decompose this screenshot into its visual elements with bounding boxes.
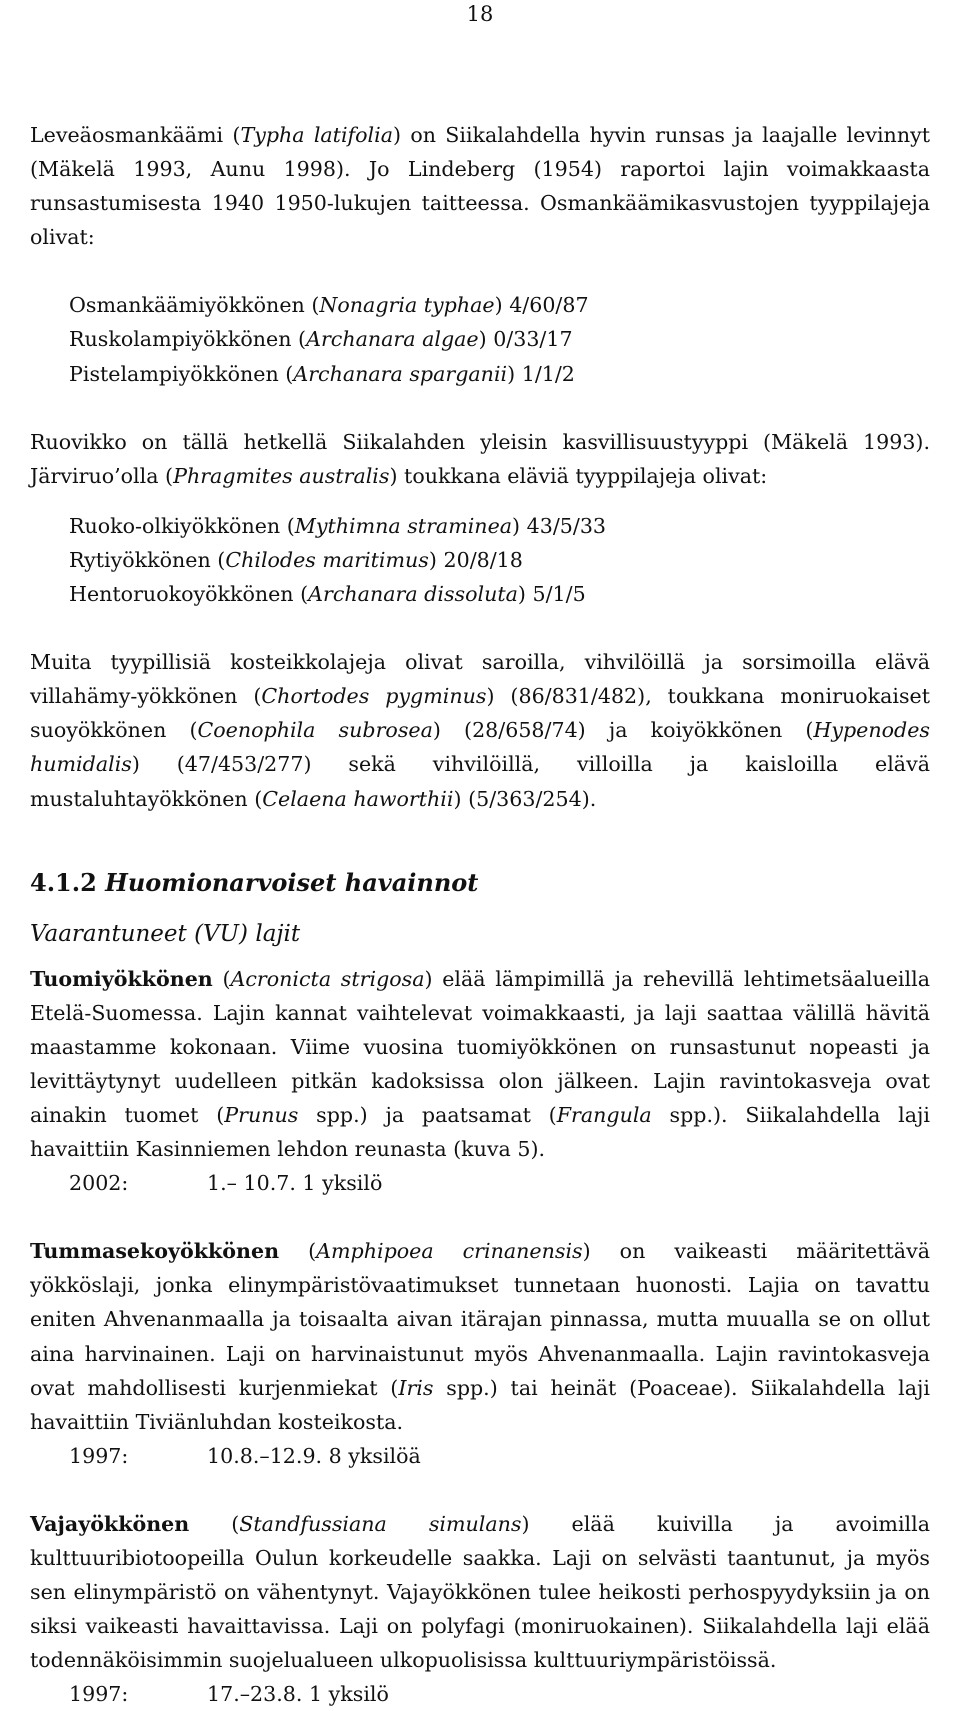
paragraph-text: Ruovikko on tällä hetkellä Siikalahden yleisin kasvillisuustyyppi (Mäkelä 1993). Järviruo’olla (: [30, 429, 930, 488]
species-counts: 1/1/2: [521, 361, 575, 386]
observation-detail: 17.–23.8. 1 yksilö: [207, 1682, 389, 1707]
paragraph-text: ) (28/658/74) ja koiyökkönen (: [432, 718, 814, 743]
species-name: Tummasekoyökkönen: [30, 1239, 280, 1264]
species-name: Vajayökkönen: [30, 1511, 190, 1536]
scientific-name: Chortodes pygminus: [261, 684, 487, 709]
species-paragraph: [30, 962, 930, 1167]
intro-paragraph: [30, 118, 930, 254]
scientific-name: Chilodes maritimus: [225, 547, 429, 572]
muita-paragraph: [30, 645, 930, 815]
observation-detail: 1.– 10.7. 1 yksilö: [207, 1171, 383, 1196]
page-content: [30, 118, 930, 1711]
spacer: [30, 391, 930, 425]
scientific-name: Archanara algae: [306, 327, 479, 352]
species-list-phragmites: [30, 509, 930, 611]
observation-year: 2002:: [69, 1171, 129, 1196]
subsection-heading: Vaarantuneet (VU) lajit: [30, 920, 301, 947]
scientific-name: Phragmites australis: [173, 463, 390, 488]
scientific-name: Prunus: [224, 1102, 299, 1127]
paragraph-text: ) elää lämpimillä ja rehevillä lehtimetsäalueilla Etelä-Suomessa. Lajin kannat vaihtelevat voimakkaasti, ja laji saattaa välillä hävitä maastamme kokonaan. Viime vuosina tuomiyökkönen on runsastunut nopeasti ja levittäytynyt uudelleen pitkän kadoksissa olon jälkeen. Lajin ravintokasveja ovat ainakin tuomet (: [30, 966, 930, 1127]
species-counts: 5/1/5: [532, 582, 586, 607]
scientific-name: Coenophila subrosea: [197, 718, 433, 743]
paragraph-text: spp.) tai heinät (Poaceae). Siikalahdella laji havaittiin Tiviänluhdan kosteikosta.: [30, 1375, 930, 1434]
species-counts: 43/5/33: [526, 513, 607, 538]
section-heading: [30, 866, 930, 910]
species-name: Rytiyökkönen: [69, 547, 211, 572]
paragraph-text: (: [189, 1511, 240, 1536]
page-number: 18: [466, 2, 494, 26]
paragraph-text: Muita tyypillisiä kosteikkolajeja olivat saroilla, vihvilöillä ja sorsimoilla elävä villahämy-yökkönen (: [30, 650, 930, 709]
paragraph-text: spp.). Siikalahdella laji havaittiin Kasinniemen lehdon reunasta (kuva 5).: [30, 1102, 930, 1162]
list-item: Ruskolampiyökkönen (Archanara algae) 0/33/17: [69, 327, 573, 352]
observation-detail: 10.8.–12.9. 8 yksilöä: [207, 1443, 421, 1468]
scientific-name: Amphipoea crinanensis: [316, 1239, 583, 1264]
observation-year: 1997:: [69, 1443, 129, 1468]
list-item: Ruoko-olkiyökkönen (Mythimna straminea) 43/5/33: [69, 513, 607, 538]
section-number: 4.1.2: [30, 867, 97, 897]
observation-record: [30, 1439, 930, 1473]
list-item: Pistelampiyökkönen (Archanara sparganii) 1/1/2: [69, 361, 575, 386]
scientific-name: Acronicta strigosa: [230, 966, 425, 991]
species-paragraph: [30, 1234, 930, 1439]
scientific-name: Standfussiana simulans: [239, 1511, 522, 1536]
paragraph-text: ) on vaikeasti määritettävä yökköslaji, jonka elinympäristövaatimukset tunnetaan huonosti. Lajia on tavattu eniten Ahvenanmaalla ja toisaalta aivan itärajan pinnassa, mutta muualla se on ollut aina harvinainen. Laji on harvinaistunut myös Ahvenanmaalla. Lajin ravintokasveja ovat mahdollisesti kurjenmiekat (: [30, 1239, 930, 1400]
paragraph-text: ) (5/363/254).: [453, 786, 597, 811]
scientific-name: Mythimna straminea: [294, 513, 513, 538]
spacer: [30, 493, 930, 509]
list-item: Hentoruokoyökkönen (Archanara dissoluta) 5/1/5: [69, 582, 586, 607]
paragraph-text: (: [212, 966, 231, 991]
spacer: [30, 1200, 930, 1234]
list-item: Osmankäämiyökkönen (Nonagria typhae) 4/60/87: [69, 293, 589, 318]
scientific-name: Iris: [398, 1375, 434, 1400]
section-title: Huomionarvoiset havainnot: [105, 867, 479, 897]
paragraph-text: ) (86/831/482), toukkana moniruokaiset suoyökkönen (: [30, 684, 930, 743]
paragraph-text: ) (47/453/277) sekä vihvilöillä, villoilla ja kaisloilla elävä mustaluhtayökkönen (: [30, 752, 930, 811]
observation-record: [30, 1677, 930, 1711]
species-counts: 4/60/87: [509, 293, 589, 318]
scientific-name: Hypenodes humidalis: [30, 718, 930, 777]
species-name: Hentoruokoyökkönen: [69, 582, 294, 607]
species-counts: 0/33/17: [493, 327, 573, 352]
species-name: Ruskolampiyökkönen: [69, 327, 292, 352]
intro-text: ) on Siikalahdella hyvin runsas ja laajalle levinnyt (Mäkelä 1993, Aunu 1998). Jo Lindeberg (1954) raportoi lajin voimakkaasta runsastumisesta 1940 1950-lukujen taitteessa. Osmankäämikasvustojen tyyppilajeja olivat:: [30, 123, 930, 250]
spacer: [30, 1473, 930, 1507]
spacer: [30, 816, 930, 846]
list-item: Rytiyökkönen (Chilodes maritimus) 20/8/18: [69, 547, 523, 572]
species-name: Osmankäämiyökkönen: [69, 293, 305, 318]
species-paragraph: [30, 1507, 930, 1677]
intro-text: Leveäosmankäämi (: [30, 123, 241, 147]
paragraph-text: ) elää kuivilla ja avoimilla kulttuuribiotoopeilla Oulun korkeudelle saakka. Laji on selvästi taantunut, ja myös sen elinympäristö on vähentynyt. Vajayökkönen tulee heikosti perhospyydyksiin ja on siksi vaikeasti havaittavissa. Laji on polyfagi (moniruokainen). Siikalahdella laji elää todennäköisimmin suojelualueen ulkopuolisissa kulttuuriympäristöissä.: [30, 1511, 930, 1673]
scientific-name: Frangula: [556, 1102, 652, 1127]
species-name: Pistelampiyökkönen: [69, 361, 279, 386]
observation-year: 1997:: [69, 1682, 129, 1707]
species-name: Tuomiyökkönen: [30, 966, 213, 991]
spacer: [30, 611, 930, 645]
scientific-name: Archanara sparganii: [293, 361, 508, 386]
ruovikko-paragraph: [30, 425, 930, 493]
species-counts: 20/8/18: [443, 547, 523, 572]
species-list-typha: [30, 288, 930, 390]
scientific-name: Typha latifolia: [240, 123, 394, 147]
spacer: [30, 254, 930, 288]
scientific-name: Celaena haworthii: [262, 786, 454, 811]
scientific-name: Archanara dissoluta: [308, 582, 518, 607]
observation-record: [30, 1166, 930, 1200]
paragraph-text: ) toukkana eläviä tyyppilajeja olivat:: [389, 463, 768, 488]
scientific-name: Nonagria typhae: [319, 293, 495, 318]
species-name: Ruoko-olkiyökkönen: [69, 513, 281, 538]
paragraph-text: (: [279, 1239, 317, 1264]
paragraph-text: spp.) ja paatsamat (: [298, 1102, 557, 1127]
